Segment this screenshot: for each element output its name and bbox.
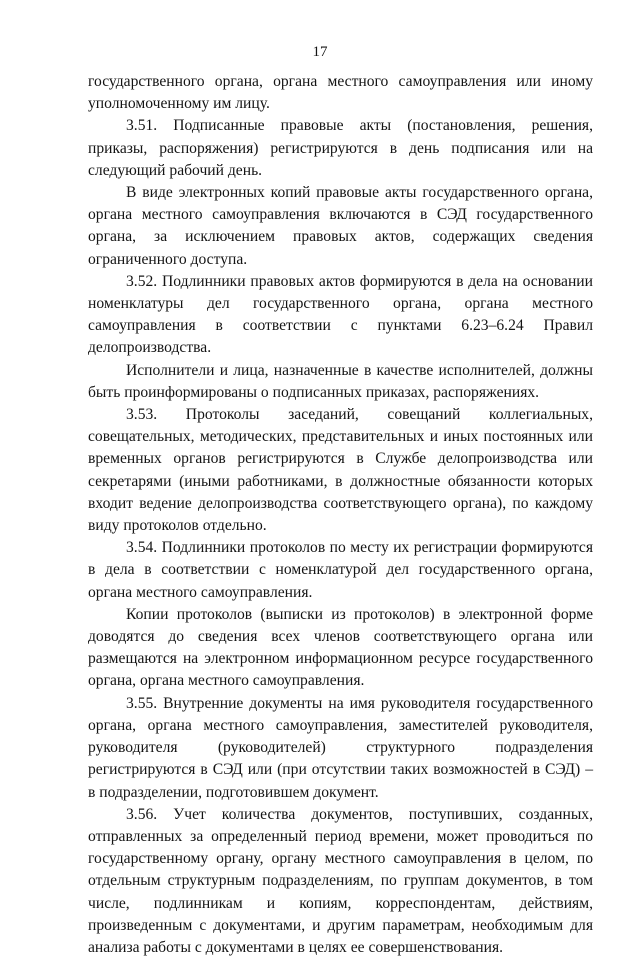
paragraph-3-56: 3.56. Учет количества документов, поступивших, созданных, отправленных за определенный период времени, может проводиться по государственному органу, органу местного самоуправления в целом, по отдельным структурным подразделениям, по группам документов, в том числе, подлинникам и копиям, корреспондентам, действиям, произведенным с документами, и другим параметрам, необходимым для анализа работы с документами в целях ее совершенствования. <box>88 805 593 956</box>
paragraph-3-51: 3.51. Подписанные правовые акты (постановления, решения, приказы, распоряжения) регистрируются в день подписания или на следующий рабочий день. <box>88 117 593 179</box>
paragraph: В виде электронных копий правовые акты государственного органа, органа местного самоуправления включаются в СЭД государственного органа, за исключением правовых актов, содержащих сведения ограниченного доступа. <box>88 184 593 268</box>
paragraph: государственного органа, органа местного самоуправления или иному уполномоченному им лицу. <box>88 73 593 113</box>
paragraph-3-52: 3.52. Подлинники правовых актов формируются в дела на основании номенклатуры дел государственного органа, органа местного самоуправления в соответствии с пунктами 6.23–6.24 Правил делопроизводства. <box>88 272 593 357</box>
paragraph-3-53: 3.53. Протоколы заседаний, совещаний коллегиальных, совещательных, методических, представительных и иных постоянных или временных органов регистрируются в Службе делопроизводства или секретарями (иными работниками, в должностные обязанности которых входит ведение делопроизводства соответствующего органа), по каждому виду протоколов отдельно. <box>88 406 593 535</box>
paragraph-3-54: 3.54. Подлинники протоколов по месту их регистрации формируются в дела в соответствии с номенклатурой дел государственного органа, органа местного самоуправления. <box>88 539 593 601</box>
body-text <box>88 71 593 959</box>
paragraph: Исполнители и лица, назначенные в качестве исполнителей, должны быть проинформированы о подписанных приказах, распоряжениях. <box>88 361 593 401</box>
paragraph-3-55: 3.55. Внутренние документы на имя руководителя государственного органа, органа местного самоуправления, заместителей руководителя, руководителя (руководителей) структурного подразделения регистрируются в СЭД или (при отсутствии таких возможностей в СЭД) – в подразделении, подготовившем документ. <box>88 694 593 801</box>
page-number: 17 <box>312 44 328 60</box>
paragraph: Копии протоколов (выписки из протоколов) в электронной форме доводятся до сведения всех членов соответствующего органа или размещаются на электронном информационном ресурсе государственного органа, органа местного самоуправления. <box>88 605 593 690</box>
